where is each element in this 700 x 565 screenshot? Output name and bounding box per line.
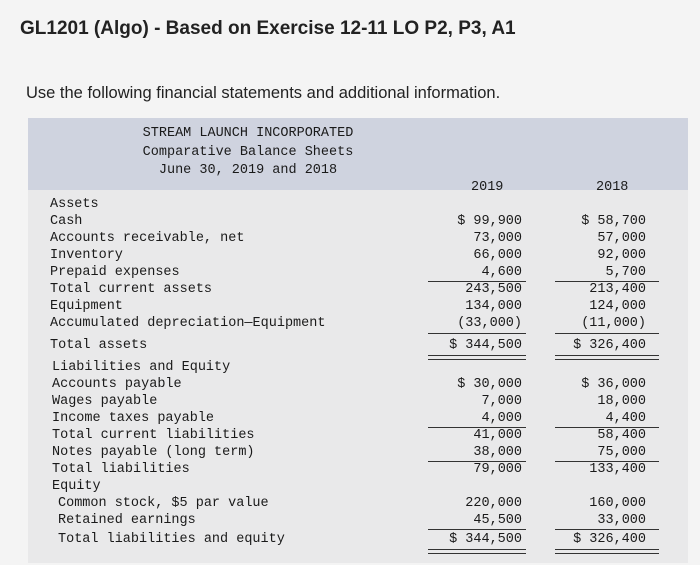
row-label: Total liabilities — [52, 462, 190, 477]
double-rule — [555, 549, 659, 554]
row-value-2018: 213,400 — [589, 282, 646, 297]
row-label: Wages payable — [52, 394, 158, 409]
row-label: Prepaid expenses — [50, 265, 180, 280]
row-value-2018: $ 36,000 — [581, 377, 646, 392]
row-label: Accumulated depreciation—Equipment — [50, 316, 326, 331]
row-value-2018: 58,400 — [597, 428, 646, 443]
row-value-2018: 33,000 — [597, 513, 646, 528]
row-label: Accounts receivable, net — [50, 231, 245, 246]
row-value-2019: 243,500 — [465, 282, 522, 297]
row-label: Inventory — [50, 248, 123, 263]
single-rule — [555, 427, 659, 428]
row-value-2018: $ 58,700 — [581, 214, 646, 229]
balance-sheet — [28, 118, 688, 563]
single-rule — [428, 427, 526, 428]
single-rule — [428, 333, 526, 334]
row-value-2019: 220,000 — [465, 496, 522, 511]
statement-date: June 30, 2019 and 2018 — [158, 163, 338, 178]
single-rule — [555, 461, 659, 462]
row-value-2019: 134,000 — [465, 299, 522, 314]
row-value-2019: 66,000 — [473, 248, 522, 263]
row-value-2019: 4,000 — [481, 411, 522, 426]
row-label: Income taxes payable — [52, 411, 215, 426]
page-title: GL1201 (Algo) - Based on Exercise 12-11 LO P2, P3, A1 — [20, 18, 516, 39]
row-label: Equipment — [50, 299, 123, 314]
row-label: Total liabilities and equity — [58, 532, 285, 547]
row-value-2018: 57,000 — [597, 231, 646, 246]
row-label: Notes payable (long term) — [52, 445, 255, 460]
row-value-2018: 75,000 — [597, 445, 646, 460]
row-value-2018: $ 326,400 — [573, 338, 646, 353]
year-header-2018: 2018 — [596, 180, 629, 195]
row-value-2018: 4,400 — [605, 411, 646, 426]
row-value-2019: 73,000 — [473, 231, 522, 246]
double-rule — [428, 549, 526, 554]
row-value-2018: 160,000 — [589, 496, 646, 511]
row-value-2019: $ 344,500 — [449, 532, 522, 547]
instruction-text: Use the following financial statements and additional information. — [26, 84, 501, 102]
single-rule — [428, 529, 526, 530]
double-rule — [555, 355, 659, 360]
row-label: Total current assets — [50, 282, 213, 297]
row-label: Liabilities and Equity — [52, 360, 231, 375]
double-rule — [428, 355, 526, 360]
row-value-2018: $ 326,400 — [573, 532, 646, 547]
row-value-2019: 79,000 — [473, 462, 522, 477]
single-rule — [555, 281, 659, 282]
single-rule — [428, 281, 526, 282]
row-value-2019: 7,000 — [481, 394, 522, 409]
row-label: Total current liabilities — [52, 428, 255, 443]
row-value-2018: 18,000 — [597, 394, 646, 409]
statement-name: Comparative Balance Sheets — [142, 145, 354, 160]
row-value-2018: 5,700 — [605, 265, 646, 280]
single-rule — [555, 529, 659, 530]
row-value-2019: 45,500 — [473, 513, 522, 528]
row-value-2018: 124,000 — [589, 299, 646, 314]
single-rule — [555, 333, 659, 334]
company-name: STREAM LAUNCH INCORPORATED — [142, 126, 354, 141]
row-label: Common stock, $5 par value — [58, 496, 269, 511]
row-value-2018: (11,000) — [581, 316, 646, 331]
single-rule — [428, 461, 526, 462]
row-value-2018: 92,000 — [597, 248, 646, 263]
row-value-2019: 41,000 — [473, 428, 522, 443]
row-value-2019: (33,000) — [457, 316, 522, 331]
row-label: Assets — [50, 197, 99, 212]
row-label: Accounts payable — [52, 377, 182, 392]
row-value-2019: 4,600 — [481, 265, 522, 280]
year-header-2019: 2019 — [471, 180, 504, 195]
row-value-2019: $ 99,900 — [457, 214, 522, 229]
row-value-2019: $ 344,500 — [449, 338, 522, 353]
row-label: Equity — [52, 479, 101, 494]
row-value-2019: 38,000 — [473, 445, 522, 460]
row-label: Cash — [50, 214, 83, 229]
row-label: Retained earnings — [58, 513, 196, 528]
row-value-2019: $ 30,000 — [457, 377, 522, 392]
row-value-2018: 133,400 — [589, 462, 646, 477]
row-label: Total assets — [50, 338, 148, 353]
